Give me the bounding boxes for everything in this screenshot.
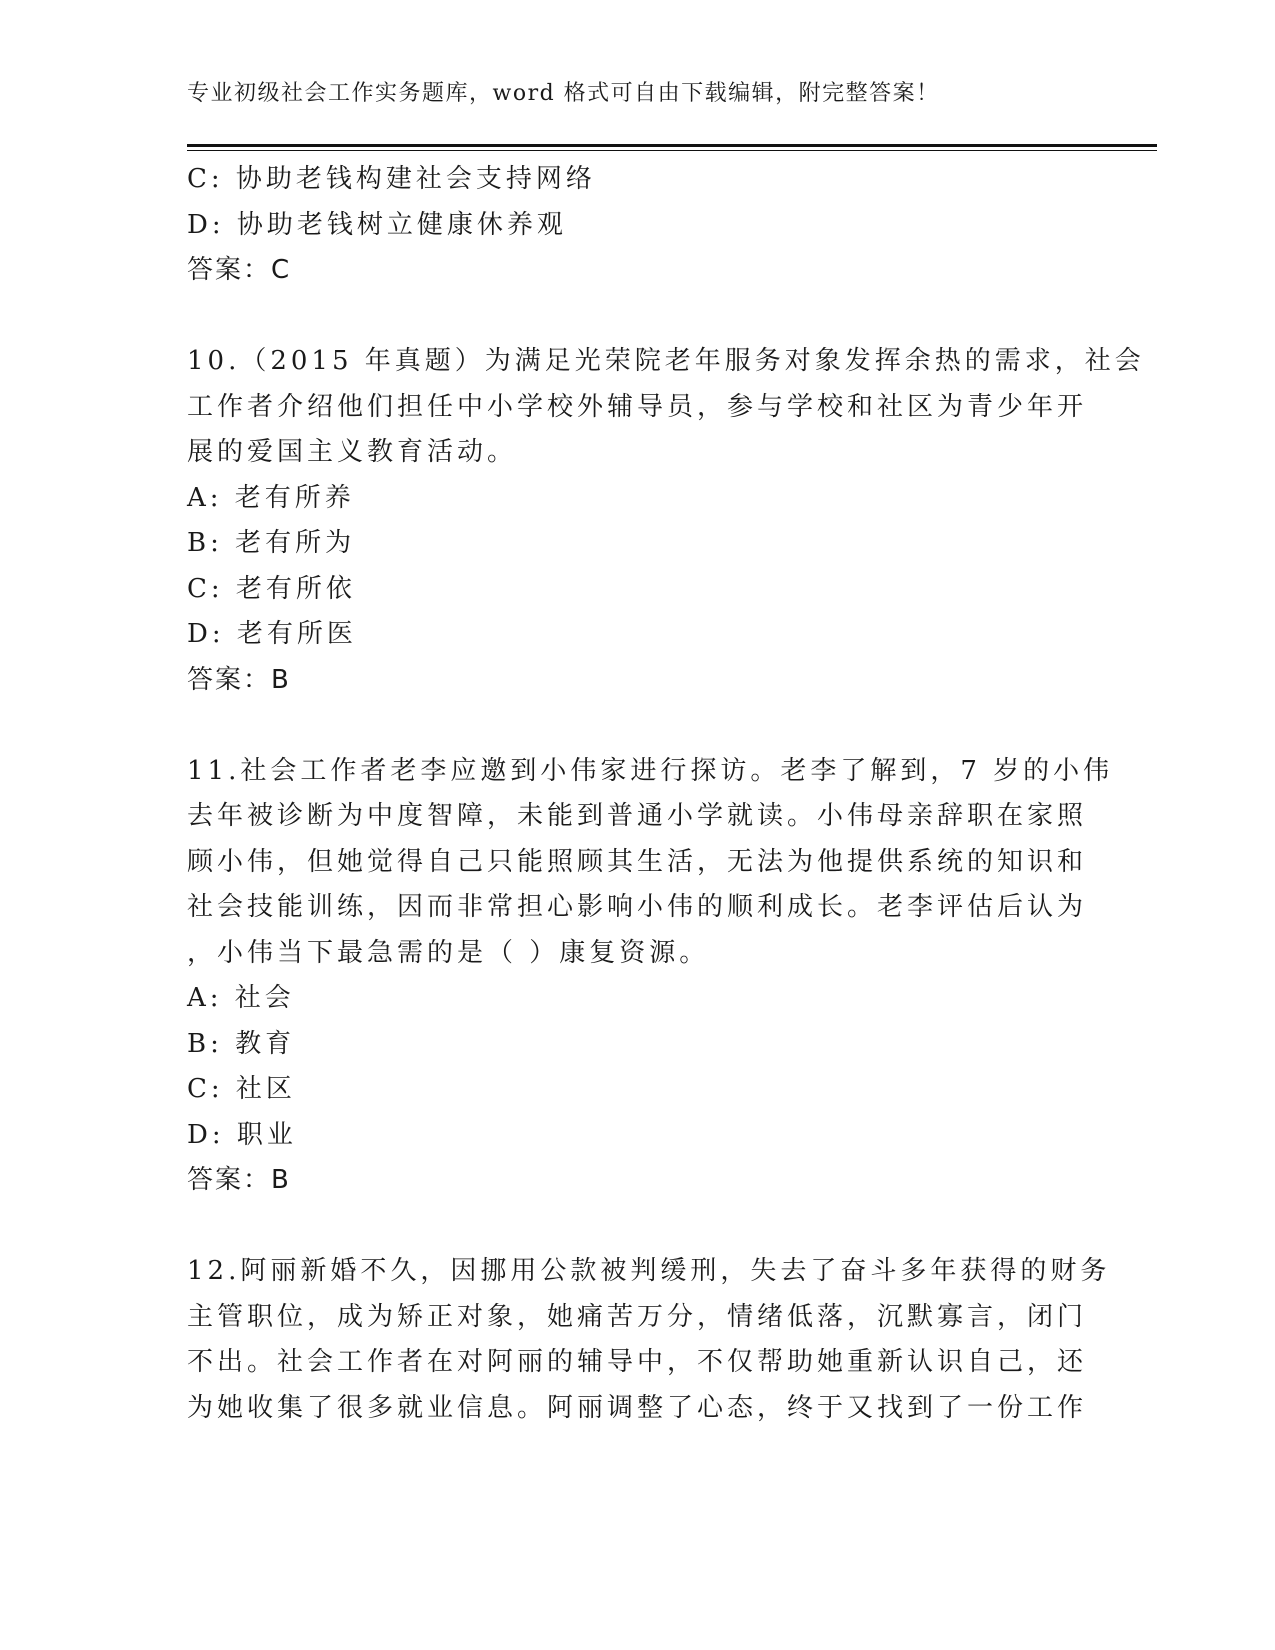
option-a: A: 社会 [187, 983, 295, 1013]
question-12 [187, 1249, 1111, 1431]
question-content [187, 157, 1145, 1431]
header-rule-thick [187, 144, 1157, 147]
question-11 [187, 749, 1114, 1204]
question-stem-line: 去年被诊断为中度智障，未能到普通小学就读。小伟母亲辞职在家照 [187, 801, 1088, 831]
option-b: B: 老有所为 [187, 528, 356, 558]
question-stem-line: 为她收集了很多就业信息。阿丽调整了心态，终于又找到了一份工作 [187, 1392, 1088, 1423]
answer-line: 答案：B [187, 1165, 291, 1195]
option-b: B: 教育 [187, 1028, 296, 1059]
option-c: C: 老有所依 [187, 573, 356, 604]
option-d: D: 职业 [187, 1119, 297, 1150]
question-stem-line: 顾小伟，但她觉得自己只能照顾其生活，无法为他提供系统的知识和 [187, 846, 1088, 877]
answer-line: 答案：B [187, 664, 291, 695]
spacer [187, 703, 1087, 749]
question-stem-line: ，小伟当下最急需的是（ ）康复资源。 [187, 937, 710, 968]
question-9 [187, 157, 1087, 294]
question-stem-line: 工作者介绍他们担任中小学校外辅导员，参与学校和社区为青少年开 [187, 391, 1088, 422]
page-header: 专业初级社会工作实务题库，word 格式可自由下载编辑，附完整答案！ [187, 81, 940, 106]
option-c: C: 社区 [187, 1074, 296, 1104]
spacer [187, 1204, 1087, 1250]
spacer [187, 294, 1087, 340]
question-10 [187, 339, 1145, 703]
question-stem-line: 社会技能训练，因而非常担心影响小伟的顺利成长。老李评估后认为 [187, 892, 1088, 922]
question-stem-line: 主管职位，成为矫正对象，她痛苦万分，情绪低落，沉默寡言，闭门 [187, 1301, 1088, 1332]
question-stem-line: 10.（2015 年真题）为满足光荣院老年服务对象发挥余热的需求，社会 [187, 346, 1145, 376]
question-stem-line: 12.阿丽新婚不久，因挪用公款被判缓刑，失去了奋斗多年获得的财务 [187, 1256, 1111, 1286]
answer-line: 答案：C [187, 255, 292, 285]
header-rule-thin [187, 150, 1157, 151]
option-c: C: 协助老钱构建社会支持网络 [187, 164, 596, 194]
option-d: D: 协助老钱树立健康休养观 [187, 209, 567, 240]
question-stem-line: 11.社会工作者老李应邀到小伟家进行探访。老李了解到，7 岁的小伟 [187, 755, 1114, 786]
question-stem-line: 不出。社会工作者在对阿丽的辅导中，不仅帮助她重新认识自己，还 [187, 1347, 1088, 1377]
question-stem-line: 展的爱国主义教育活动。 [187, 437, 518, 467]
option-a: A: 老有所养 [187, 482, 355, 513]
option-d: D: 老有所医 [187, 619, 357, 649]
